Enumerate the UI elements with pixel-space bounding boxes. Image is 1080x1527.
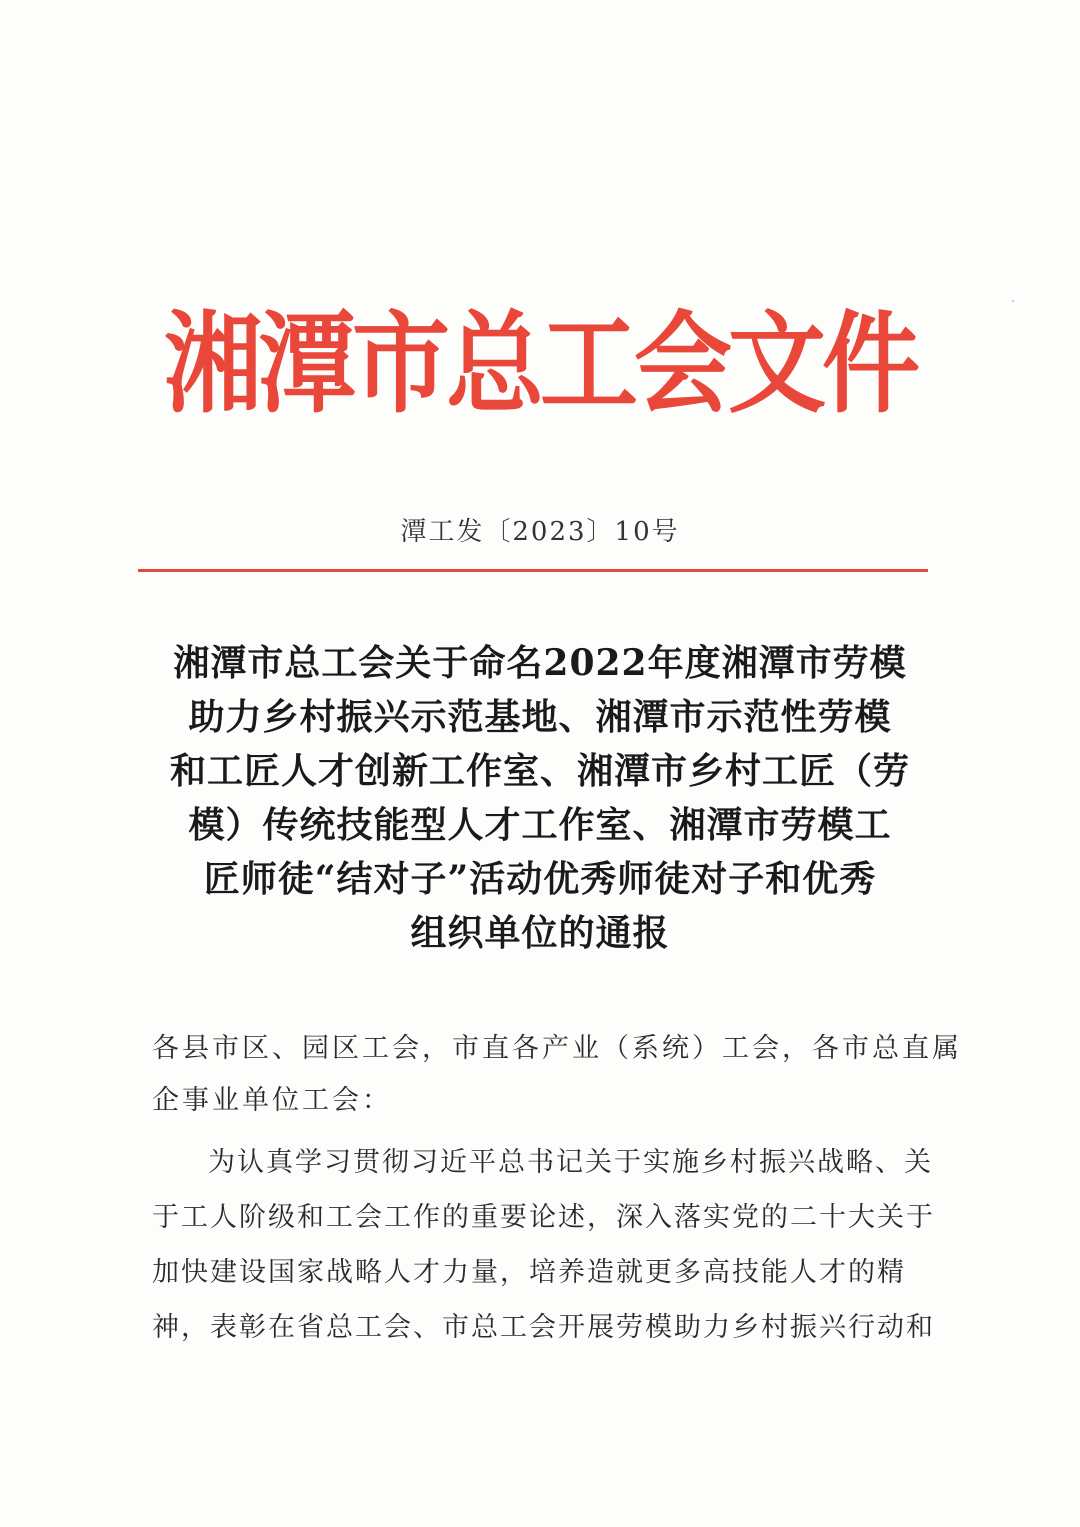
masthead-title: 湘潭市总工会文件	[163, 299, 916, 429]
title-line: 组织单位的通报	[410, 912, 670, 954]
title-line: 助力乡村振兴示范基地、湘潭市示范性劳模	[188, 696, 892, 738]
salutation-line: 各县市区、园区工会，市直各产业（系统）工会，各市总直属	[152, 1033, 962, 1064]
title-line: 湘潭市总工会关于命名2022年度湘潭市劳模	[173, 642, 907, 684]
document-number: 潭工发〔2023〕10号	[400, 517, 680, 547]
body-line: 神，表彰在省总工会、市总工会开展劳模助力乡村振兴行动和	[152, 1312, 935, 1343]
body-paragraph	[152, 1135, 935, 1355]
notice-title	[140, 636, 940, 960]
salutation	[152, 1023, 962, 1127]
red-divider-rule	[138, 569, 928, 572]
scan-speck	[1012, 300, 1014, 302]
title-line: 模）传统技能型人才工作室、湘潭市劳模工	[188, 804, 892, 846]
title-line: 匠师徒“结对子”活动优秀师徒对子和优秀	[203, 858, 877, 900]
title-line: 和工匠人才创新工作室、湘潭市乡村工匠（劳	[169, 750, 910, 792]
body-line: 加快建设国家战略人才力量，培养造就更多高技能人才的精	[152, 1257, 906, 1288]
body-line: 于工人阶级和工会工作的重要论述，深入落实党的二十大关于	[152, 1202, 935, 1233]
salutation-line: 企事业单位工会：	[152, 1085, 392, 1116]
body-line: 为认真学习贯彻习近平总书记关于实施乡村振兴战略、关	[208, 1147, 933, 1178]
